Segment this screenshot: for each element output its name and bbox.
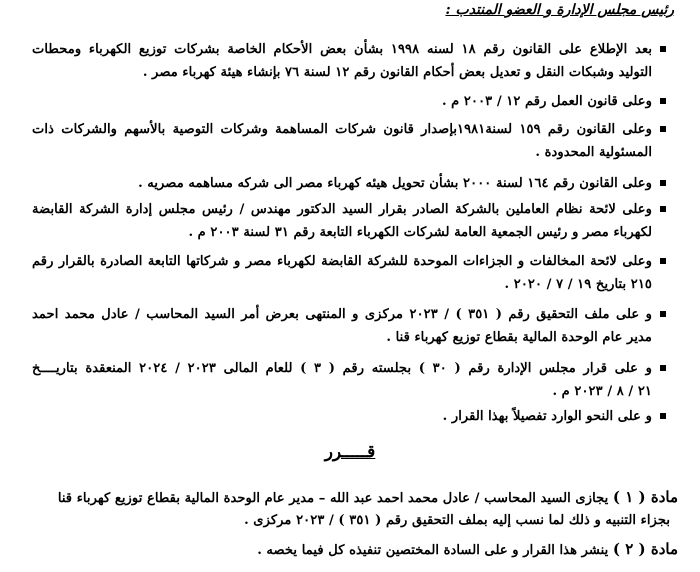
page-heading: رئيس مجلس الإدارة و العضو المنتدب : [445, 2, 674, 18]
preamble-line: وعلى لائحة المخالفات و الجزاءات الموحدة للشركة القابضة لكهرباء مصر و شركاتها التابعة الصادرة بالقرار رقم [32, 254, 652, 269]
preamble-line: وعلى القانون رقم ١٥٩ لسنة١٩٨١بإصدار قانون شركات المساهمة وشركات التوصية بالأسهم والشركات ذات [32, 122, 652, 137]
article-line: بجزاء التنبيه و ذلك لما نسب إليه بملف التحقيق رقم ( ٣٥١ ) / ٢٠٢٣ مركزى . [244, 513, 670, 528]
preamble-line: و على قرار مجلس الإدارة رقم ( ٣٠ ) بجلسته رقم ( ٣ ) للعام المالى ٢٠٢٣ / ٢٠٢٤ المنعقدة بتاريــــخ [32, 361, 652, 376]
preamble-item [32, 250, 652, 296]
decision-title-text: قـــــرر [324, 442, 376, 462]
preamble-item [32, 172, 652, 195]
preamble-item [32, 198, 652, 244]
preamble-item [32, 38, 652, 84]
preamble-line: و على النحو الوارد تفصيلاً بهذا القرار . [442, 409, 652, 424]
preamble-line: وعلى القانون رقم ١٦٤ لسنة ٢٠٠٠ بشأن تحويل هيئه كهرباء مصر الى شركه مساهمه مصريه . [138, 176, 652, 191]
bullet-icon [660, 206, 666, 212]
preamble-line: وعلى قانون العمل رقم ١٢ / ٢٠٠٣ م . [441, 94, 652, 109]
article-label: مادة ( ١ ) [612, 488, 678, 506]
bullet-icon [660, 46, 666, 52]
article-line: ينشر هذا القرار و على السادة المختصين تنفيذه كل فيما يخصه . [257, 543, 609, 558]
preamble-line: ٢١٥ بتاريخ ١٩ / ٧ / ٢٠٢٠ . [504, 277, 652, 292]
preamble-line: مدير عام الوحدة المالية بقطاع توزيع كهرباء قنا . [386, 330, 652, 345]
article [18, 486, 678, 532]
preamble-line: المسئولية المحدودة . [535, 145, 652, 160]
bullet-icon [660, 258, 666, 264]
article-first-line [18, 486, 678, 509]
preamble-line: لكهرباء مصر و رئيس الجمعية العامة لشركات الكهرباء التابعة رقم ٣١ لسنة ٢٠٠٣ م . [188, 225, 652, 240]
preamble-item [32, 357, 652, 403]
preamble-line: بعد الإطلاع على القانون رقم ١٨ لسنه ١٩٩٨ بشأن بعض الأحكام الخاصة بشركات توزيع الكهرباء ومحطات [32, 42, 652, 57]
article-first-line [18, 538, 678, 561]
article [18, 538, 678, 561]
bullet-icon [660, 126, 666, 132]
bullet-icon [660, 98, 666, 104]
bullet-icon [660, 365, 666, 371]
preamble-item [32, 303, 652, 349]
preamble-line: التوليد وشبكات النقل و تعديل بعض أحكام القانون رقم ١٢ لسنة ٧٦ بإنشاء هيئة كهرباء مصر . [142, 65, 652, 80]
preamble-item [32, 405, 652, 428]
preamble-line: وعلى لائحة نظام العاملين بالشركة الصادر بقرار السيد الدكتور مهندس / رئيس مجلس إدارة الشركة القابضة [32, 202, 652, 217]
article-line: يجازى السيد المحاسب / عادل محمد احمد عبد الله – مدير عام الوحدة المالية بقطاع توزيع كهرباء قنا [57, 491, 609, 506]
bullet-icon [660, 311, 666, 317]
preamble-item [32, 90, 652, 113]
bullet-icon [660, 413, 666, 419]
article-label: مادة ( ٢ ) [612, 540, 678, 558]
preamble-line: و على ملف التحقيق رقم ( ٣٥١ ) / ٢٠٢٣ مركزى و المنتهى بعرض أمر السيد المحاسب / عادل محمد احمد [32, 307, 652, 322]
preamble-item [32, 118, 652, 164]
bullet-icon [660, 180, 666, 186]
decision-title [0, 442, 700, 462]
preamble-line: ٢١ / ٨ / ٢٠٢٣ م . [552, 384, 652, 399]
